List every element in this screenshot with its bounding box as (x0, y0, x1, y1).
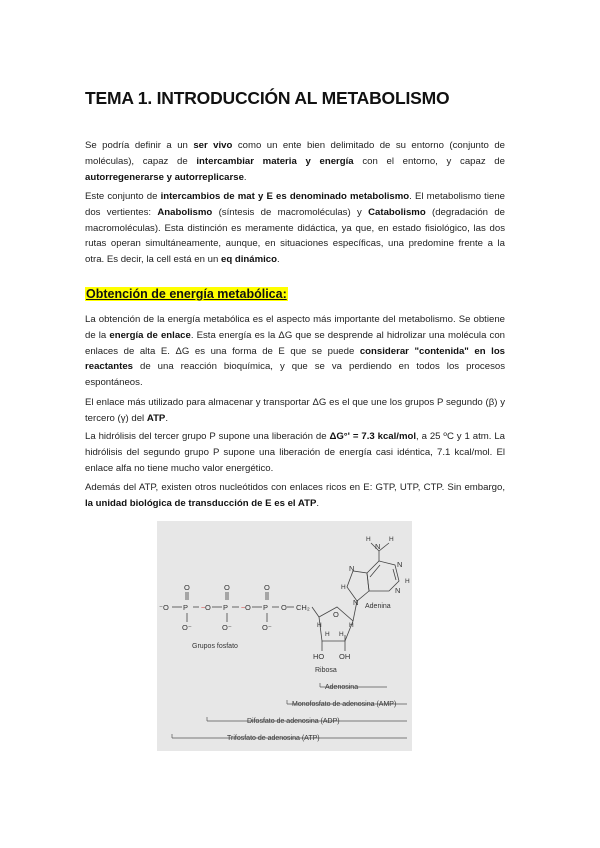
svg-text:H: H (341, 584, 346, 591)
svg-text:O: O (224, 583, 230, 592)
paragraph-hidrolisis: La hidrólisis del tercer grupo P supone una liberación de ΔG°' = 7.3 kcal/mol, a 25 ºC y 1 atm. La hidrólisis del segundo grupo P supone una liberación de energía casi idéntica, 7.1 kcal/mol. El enlace alfa no tiene mucho valor energético. (85, 431, 505, 474)
svg-text:~: ~ (201, 603, 206, 612)
paragraph-metabolismo: Este conjunto de intercambios de mat y E es denominado metabolismo. El metabolismo tiene dos vertientes: Anabolismo (síntesis de macromoléculas) y Catabolismo (degradación de macromoléculas). Esta distinción es meramente didáctica, ya que, en estado fisiológico, las dos rutas operan simultáneamente, aunque, en situaciones específicas, una predomine frente a la otra. Es decir, la cell está en un eq dinámico. (85, 191, 505, 266)
page-title: TEMA 1. INTRODUCCIÓN AL METABOLISMO (85, 88, 450, 108)
svg-text:O: O (245, 603, 251, 612)
label-adp: Difosfato de adenosina (ADP) (247, 718, 340, 725)
atp-structure-figure (157, 521, 412, 751)
svg-text:~: ~ (241, 603, 246, 612)
svg-text:H: H (325, 631, 330, 638)
svg-text:O⁻: O⁻ (182, 623, 192, 632)
atp-diagram (157, 521, 412, 751)
svg-text:N: N (395, 586, 401, 595)
svg-text:H: H (349, 622, 354, 629)
svg-text:N: N (397, 560, 403, 569)
label-ribosa: Ribosa (315, 667, 337, 674)
phosphate-bonds (172, 543, 399, 651)
svg-text:O⁻: O⁻ (222, 623, 232, 632)
label-adenosina: Adenosina (325, 684, 359, 691)
svg-text:P: P (183, 603, 189, 612)
svg-text:H: H (405, 578, 410, 585)
paragraph-otros-nucleotidos: Además del ATP, existen otros nucleótidos con enlaces ricos en E: GTP, UTP, CTP. Sin embargo, la unidad biológica de transducción de E es el ATP. (85, 482, 505, 509)
svg-text:N: N (349, 564, 355, 573)
svg-text:⁻O: ⁻O (159, 603, 169, 612)
svg-text:H: H (389, 536, 394, 543)
label-amp: Monofosfato de adenosina (AMP) (292, 701, 397, 708)
svg-text:O: O (205, 603, 211, 612)
svg-text:O: O (333, 610, 339, 619)
svg-text:H: H (366, 536, 371, 543)
paragraph-enlace-atp: El enlace más utilizado para almacenar y transportar ΔG es el que une los grupos P segundo (β) y tercero (γ) del ATP. (85, 397, 505, 424)
svg-text:P: P (223, 603, 229, 612)
svg-text:O⁻: O⁻ (262, 623, 272, 632)
svg-text:H: H (317, 622, 322, 629)
label-adenina: Adenina (365, 603, 391, 610)
svg-text:OH: OH (339, 652, 351, 661)
label-grupos-fosfato: Grupos fosfato (192, 643, 238, 650)
svg-text:H: H (339, 631, 344, 638)
svg-text:O: O (264, 583, 270, 592)
svg-text:O: O (281, 603, 287, 612)
svg-text:HO: HO (313, 652, 325, 661)
label-atp: Trifosfato de adenosina (ATP) (227, 735, 320, 742)
svg-text:O: O (184, 583, 190, 592)
paragraph-energia-enlace: La obtención de la energía metabólica es el aspecto más importante del metabolismo. Se obtiene de la energía de enlace. Esta energía es la ΔG que se desprende al hidrolizar una molécula con enlaces de alta E. ΔG es una forma de E que se puede considerar "contenida" en los reactantes de una reacción bioquímica, y que se va perdiendo en todos los procesos espontáneos. (85, 314, 506, 389)
paragraph-ser-vivo: Se podría definir a un ser vivo como un ente bien delimitado de su entorno (conjunto de moléculas), capaz de intercambiar materia y energía con el entorno, y capaz de autorregenerarse y autorreplicarse. (85, 140, 505, 183)
svg-text:CH₂: CH₂ (296, 603, 310, 612)
section-heading: Obtención de energía metabólica: (86, 287, 287, 301)
svg-text:N: N (375, 542, 381, 551)
bracket-lines (172, 683, 407, 738)
svg-text:P: P (263, 603, 269, 612)
svg-text:N: N (353, 598, 359, 607)
